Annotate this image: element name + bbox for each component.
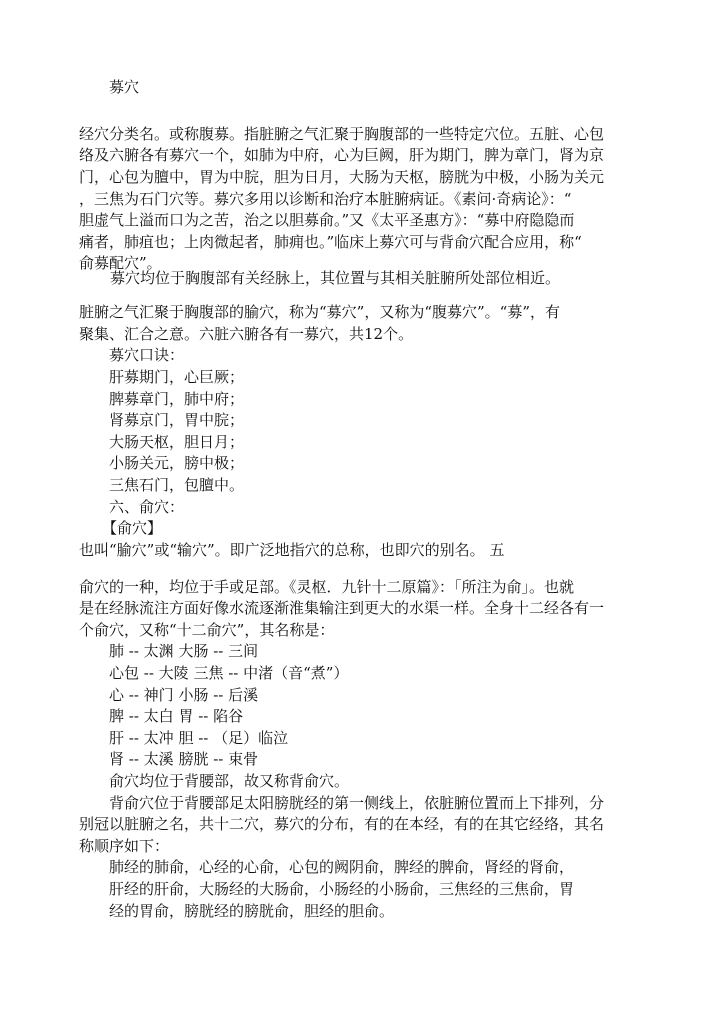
mnemonic-line: 肝募期门，心巨厥；: [109, 368, 245, 386]
text-line: 俞穴的一种，均位于手或足部。《灵枢．九针十二原篇》：「所注为俞」。也就: [79, 578, 575, 596]
text-line: 是在经脉流注方面好像水流逐渐淮集输注到更大的水渠一样。全身十二经各有一: [79, 599, 605, 617]
text-line: 经的胃俞，膀胱经的膀胱俞，胆经的胆俞。: [109, 902, 395, 920]
acupoint-pair-line: 脾 -- 太白 胃 -- 陷谷: [109, 707, 244, 725]
text-line: 胆虚气上溢而口为之苦，治之以胆募俞。”又《太平圣惠方》：“募中府隐隐而: [79, 211, 575, 229]
text-line: 聚集、汇合之意。六脏六腑各有一募穴，共12个。: [79, 325, 414, 343]
acupoint-pair-line: 心包 -- 大陵 三焦 -- 中渚（音“煮”）: [109, 664, 349, 682]
text-line: 背俞穴位于背腰部足太阳膀胱经的第一侧线上，依脏腑位置而上下排列，分: [109, 794, 605, 812]
text-line: 肺经的肺俞，心经的心俞，心包的阙阴俞，脾经的脾俞，肾经的肾俞，: [109, 858, 575, 876]
acupoint-pair-line: 肾 -- 太溪 膀胱 -- 束骨: [109, 750, 259, 768]
text-line: 募穴口诀：: [109, 346, 185, 364]
text-line: 脏腑之气汇聚于胸腹部的腧穴，称为“募穴”，又称为“腹募穴”。“募”，有: [79, 303, 561, 321]
text-line: 俞穴均位于背腰部，故又称背俞穴。: [109, 772, 350, 790]
text-line: 俞募配穴”。: [79, 254, 162, 272]
mnemonic-line: 小肠关元，膀中极；: [109, 454, 245, 472]
acupoint-pair-line: 肺 -- 太渊 大肠 -- 三间: [109, 642, 259, 660]
mnemonic-line: 肾募京门，胃中脘；: [109, 411, 245, 429]
text-line: 肝经的肝俞，大肠经的大肠俞，小肠经的小肠俞，三焦经的三焦俞，胃: [109, 880, 575, 898]
section-title: 募穴: [109, 78, 140, 96]
text-line: 经穴分类名。或称腹募。指脏腑之气汇聚于胸腹部的一些特定穴位。五脏、心包: [79, 125, 605, 143]
text-line: 别冠以脏腑之名，共十二穴，募穴的分布，有的在本经，有的在其它经络，其名: [79, 815, 605, 833]
acupoint-pair-line: 心 -- 神门 小肠 -- 后溪: [109, 686, 259, 704]
text-line: 也叫“腧穴”或“输穴”。即广泛地指穴的总称，也即穴的别名。 五: [79, 541, 505, 559]
text-line: 络及六腑各有募穴一个，如肺为中府，心为巨阙，肝为期门，脾为章门，肾为京: [79, 146, 605, 164]
mnemonic-line: 大肠天枢，胆日月；: [109, 433, 245, 451]
mnemonic-line: 三焦石门，包膻中。: [109, 476, 245, 494]
text-line: 痛者，肺疽也；上肉微起者，肺痈也。”临床上募穴可与背俞穴配合应用，称“: [79, 233, 582, 251]
text-line: 个俞穴，又称“十二俞穴”，其名称是：: [79, 621, 335, 639]
text-line: 募穴均位于胸腹部有关经脉上，其位置与其相关脏腑所处部位相近。: [110, 269, 561, 287]
mnemonic-line: 脾募章门，肺中府；: [109, 390, 245, 408]
text-line: 门，心包为膻中，胃为中脘，胆为日月，大肠为天枢，膀胱为中极，小肠为关元: [79, 168, 605, 186]
section-heading: 六、俞穴：: [109, 498, 185, 516]
text-line: ，三焦为石门穴等。募穴多用以诊断和治疗本脏腑病证。《素问·奇病论》：“: [79, 190, 572, 208]
section-heading: 【俞穴】: [102, 519, 163, 537]
text-line: 称顺序如下：: [79, 837, 170, 855]
acupoint-pair-line: 肝 -- 太冲 胆 -- （足）临泣: [109, 729, 289, 747]
